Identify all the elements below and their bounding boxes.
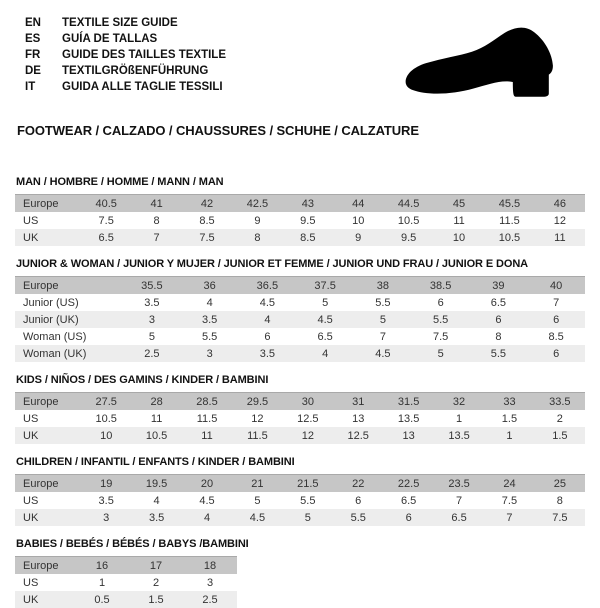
size-value: 28.5 (196, 395, 218, 408)
row-label: Woman (UK) (23, 347, 87, 360)
size-value: 11 (453, 214, 465, 227)
category-heading: FOOTWEAR / CALZADO / CHAUSSURES / SCHUHE / CALZATURE (17, 123, 419, 138)
table-row (15, 194, 585, 212)
size-value: 27.5 (95, 395, 117, 408)
language-code: ES (25, 33, 41, 45)
language-title: TEXTILGRÖßENFÜHRUNG (62, 65, 209, 77)
size-table-man (15, 194, 585, 246)
size-value: 6.5 (98, 231, 114, 244)
size-value: 13 (402, 429, 415, 442)
size-value: 3.5 (148, 511, 165, 524)
size-value: 4.5 (199, 494, 215, 507)
size-value: 1.5 (148, 593, 164, 606)
size-value: 6.5 (400, 494, 417, 507)
table-row (15, 556, 237, 574)
size-value: 7 (379, 330, 386, 343)
size-value: 19.5 (145, 477, 168, 490)
size-value: 11.5 (247, 429, 268, 442)
size-value: 18 (203, 559, 217, 572)
table-row (15, 294, 585, 311)
table-row (15, 212, 585, 229)
size-value: 37.5 (314, 279, 336, 292)
row-label: UK (23, 429, 39, 442)
size-value: 38 (376, 279, 389, 292)
size-value: 6.5 (490, 296, 507, 309)
size-value: 5 (437, 347, 444, 360)
size-value: 3 (206, 347, 213, 360)
table-row (15, 410, 585, 427)
size-value: 10 (100, 429, 113, 442)
size-value: 4 (322, 347, 329, 360)
size-value: 5.5 (300, 494, 316, 507)
table-title-man: MAN / HOMBRE / HOMME / MANN / MAN (16, 176, 224, 188)
size-value: 1 (455, 412, 463, 425)
size-value: 16 (95, 559, 109, 572)
size-value: 8 (556, 494, 563, 507)
size-value: 8.5 (199, 214, 215, 227)
table-row (15, 474, 585, 492)
size-value: 3.5 (144, 296, 160, 309)
size-value: 5.5 (375, 296, 391, 309)
row-label: Woman (US) (23, 330, 87, 343)
size-value: 4.5 (259, 296, 276, 309)
size-value: 5.5 (432, 313, 449, 326)
size-value: 22.5 (397, 477, 420, 490)
table-row (15, 276, 585, 294)
size-value: 6 (264, 330, 271, 343)
language-row (25, 79, 226, 95)
size-value: 1 (98, 576, 106, 589)
size-value: 6 (495, 313, 502, 326)
table-row (15, 492, 585, 509)
size-value: 6 (405, 511, 412, 524)
language-row (25, 47, 226, 63)
page-header (0, 0, 600, 109)
size-table-children (15, 474, 585, 526)
size-table-junior-woman (15, 276, 585, 362)
size-value: 6 (553, 347, 560, 360)
size-value: 30 (301, 395, 314, 408)
size-value: 22 (352, 477, 365, 490)
row-label: Junior (UK) (23, 313, 79, 326)
language-code: DE (25, 65, 41, 77)
size-value: 25 (553, 477, 566, 490)
language-row (25, 31, 226, 47)
size-value: 9 (355, 231, 362, 244)
size-value: 2 (556, 412, 563, 425)
language-row (25, 63, 226, 79)
size-value: 12.5 (347, 429, 369, 442)
table-row (15, 392, 585, 410)
size-value: 32 (452, 395, 466, 408)
size-value: 36.5 (256, 279, 279, 292)
size-value: 41 (150, 197, 163, 210)
size-value: 42.5 (246, 197, 269, 210)
table-title-junior-woman: JUNIOR & WOMAN / JUNIOR Y MUJER / JUNIOR ET FEMME / JUNIOR UND FRAU / JUNIOR E DONA (16, 258, 529, 270)
size-value: 6.5 (451, 511, 467, 524)
size-value: 12.5 (297, 412, 319, 425)
size-value: 5 (322, 296, 329, 309)
size-value: 21 (251, 477, 264, 490)
size-value: 8.5 (300, 231, 316, 244)
size-value: 7 (506, 511, 513, 524)
size-value: 10.5 (95, 412, 117, 425)
size-value: 45.5 (498, 197, 521, 210)
size-value: 39 (492, 279, 505, 292)
size-value: 19 (100, 477, 113, 490)
size-value: 3.5 (201, 313, 218, 326)
size-value: 3.5 (98, 494, 114, 507)
size-value: 2.5 (202, 593, 218, 606)
row-label: US (23, 412, 39, 425)
table-title-children: CHILDREN / INFANTIL / ENFANTS / KINDER / BAMBINI (16, 456, 295, 468)
row-label: Europe (23, 559, 59, 572)
size-tables (15, 176, 585, 608)
language-title: GUIDA ALLE TAGLIE TESSILI (62, 81, 223, 93)
row-label: US (23, 494, 39, 507)
size-value: 10.5 (397, 214, 420, 227)
table-row (15, 229, 585, 246)
size-value: 10 (452, 231, 466, 244)
size-value: 1.5 (552, 429, 568, 442)
size-value: 6 (437, 296, 444, 309)
size-value: 40.5 (95, 197, 117, 210)
size-value: 6 (355, 494, 362, 507)
size-value: 17 (149, 559, 163, 572)
size-value: 7.5 (552, 511, 568, 524)
size-value: 5 (379, 313, 386, 326)
size-value: 31.5 (397, 395, 420, 408)
table-row (15, 574, 237, 591)
table-row (15, 328, 585, 345)
size-value: 12 (553, 214, 566, 227)
size-value: 4 (203, 511, 211, 524)
language-title: GUIDE DES TAILLES TEXTILE (62, 49, 226, 61)
size-value: 6.5 (317, 330, 333, 343)
size-table-babies (15, 556, 237, 608)
size-value: 2.5 (144, 347, 160, 360)
language-row (25, 15, 226, 31)
size-value: 5.5 (350, 511, 366, 524)
size-value: 13 (352, 412, 365, 425)
table-title-kids: KIDS / NIÑOS / DES GAMINS / KINDER / BAMBINI (16, 374, 269, 386)
size-value: 4 (153, 494, 160, 507)
language-code: FR (25, 49, 41, 61)
language-title: GUÍA DE TALLAS (62, 33, 158, 45)
size-value: 9.5 (400, 231, 417, 244)
size-value: 9 (254, 214, 261, 227)
size-value: 40 (550, 279, 563, 292)
size-value: 8 (153, 214, 160, 227)
row-label: US (23, 576, 39, 589)
size-value: 10 (352, 214, 365, 227)
size-value: 12 (251, 412, 264, 425)
size-value: 7.5 (432, 330, 449, 343)
language-title: TEXTILE SIZE GUIDE (62, 17, 178, 29)
size-value: 7.5 (98, 214, 114, 227)
size-value: 3 (103, 511, 110, 524)
size-value: 24 (503, 477, 516, 490)
language-list (25, 13, 226, 95)
size-value: 36 (203, 279, 216, 292)
row-label: Europe (23, 279, 59, 292)
table-row (15, 311, 585, 328)
size-value: 3 (206, 576, 214, 589)
size-value: 13.5 (397, 412, 420, 425)
row-label: Europe (23, 395, 59, 408)
size-value: 4 (206, 296, 213, 309)
size-value: 9.5 (300, 214, 316, 227)
size-value: 31 (352, 395, 365, 408)
size-value: 7 (153, 231, 160, 244)
size-value: 0.5 (94, 593, 110, 606)
size-value: 42 (200, 197, 214, 210)
size-value: 5 (148, 330, 155, 343)
size-value: 10.5 (145, 429, 168, 442)
size-value: 46 (553, 197, 566, 210)
size-value: 13.5 (448, 429, 470, 442)
size-table-kids (15, 392, 585, 444)
row-label: Junior (US) (23, 296, 79, 309)
size-value: 11 (201, 429, 213, 442)
size-value: 5.5 (490, 347, 507, 360)
size-value: 44 (352, 197, 365, 210)
size-value: 1.5 (501, 412, 518, 425)
size-value: 3.5 (259, 347, 276, 360)
size-value: 33.5 (549, 395, 571, 408)
size-value: 35.5 (141, 279, 163, 292)
row-label: US (23, 214, 39, 227)
size-value: 7 (455, 494, 463, 507)
size-value: 7.5 (199, 231, 215, 244)
size-value: 20 (200, 477, 214, 490)
size-value: 11 (554, 231, 566, 244)
size-value: 7 (553, 296, 560, 309)
size-value: 10.5 (498, 231, 521, 244)
size-value: 8 (495, 330, 502, 343)
size-value: 4.5 (317, 313, 333, 326)
row-label: Europe (23, 197, 59, 210)
size-value: 11.5 (499, 214, 520, 227)
size-value: 3 (148, 313, 155, 326)
table-title-babies: BABIES / BEBÉS / BÉBÉS / BABYS /BAMBINI (16, 538, 249, 550)
size-value: 33 (503, 395, 516, 408)
row-label: UK (23, 511, 39, 524)
row-label: UK (23, 231, 39, 244)
size-value: 2 (152, 576, 160, 589)
size-value: 11.5 (196, 412, 218, 425)
size-value: 43 (301, 197, 314, 210)
size-value: 5 (254, 494, 261, 507)
size-value: 8.5 (548, 330, 564, 343)
size-value: 28 (150, 395, 163, 408)
size-value: 8 (254, 231, 261, 244)
size-value: 4 (264, 313, 271, 326)
table-row (15, 345, 585, 362)
table-row (15, 509, 585, 526)
size-value: 5 (304, 511, 311, 524)
size-value: 45 (452, 197, 466, 210)
size-value: 4.5 (249, 511, 266, 524)
size-value: 21.5 (297, 477, 319, 490)
size-value: 29.5 (246, 395, 269, 408)
language-code: IT (25, 81, 36, 93)
table-row (15, 427, 585, 444)
language-code: EN (25, 17, 41, 29)
size-value: 7.5 (501, 494, 518, 507)
size-value: 12 (301, 429, 314, 442)
size-value: 44.5 (397, 197, 420, 210)
size-value: 5.5 (201, 330, 218, 343)
shoe-icon (394, 19, 576, 109)
size-value: 6 (553, 313, 560, 326)
size-value: 1 (506, 429, 513, 442)
row-label: Europe (23, 477, 59, 490)
row-label: UK (23, 593, 39, 606)
size-value: 4.5 (375, 347, 391, 360)
size-value: 11 (150, 412, 163, 425)
size-value: 38.5 (429, 279, 452, 292)
size-value: 23.5 (448, 477, 470, 490)
